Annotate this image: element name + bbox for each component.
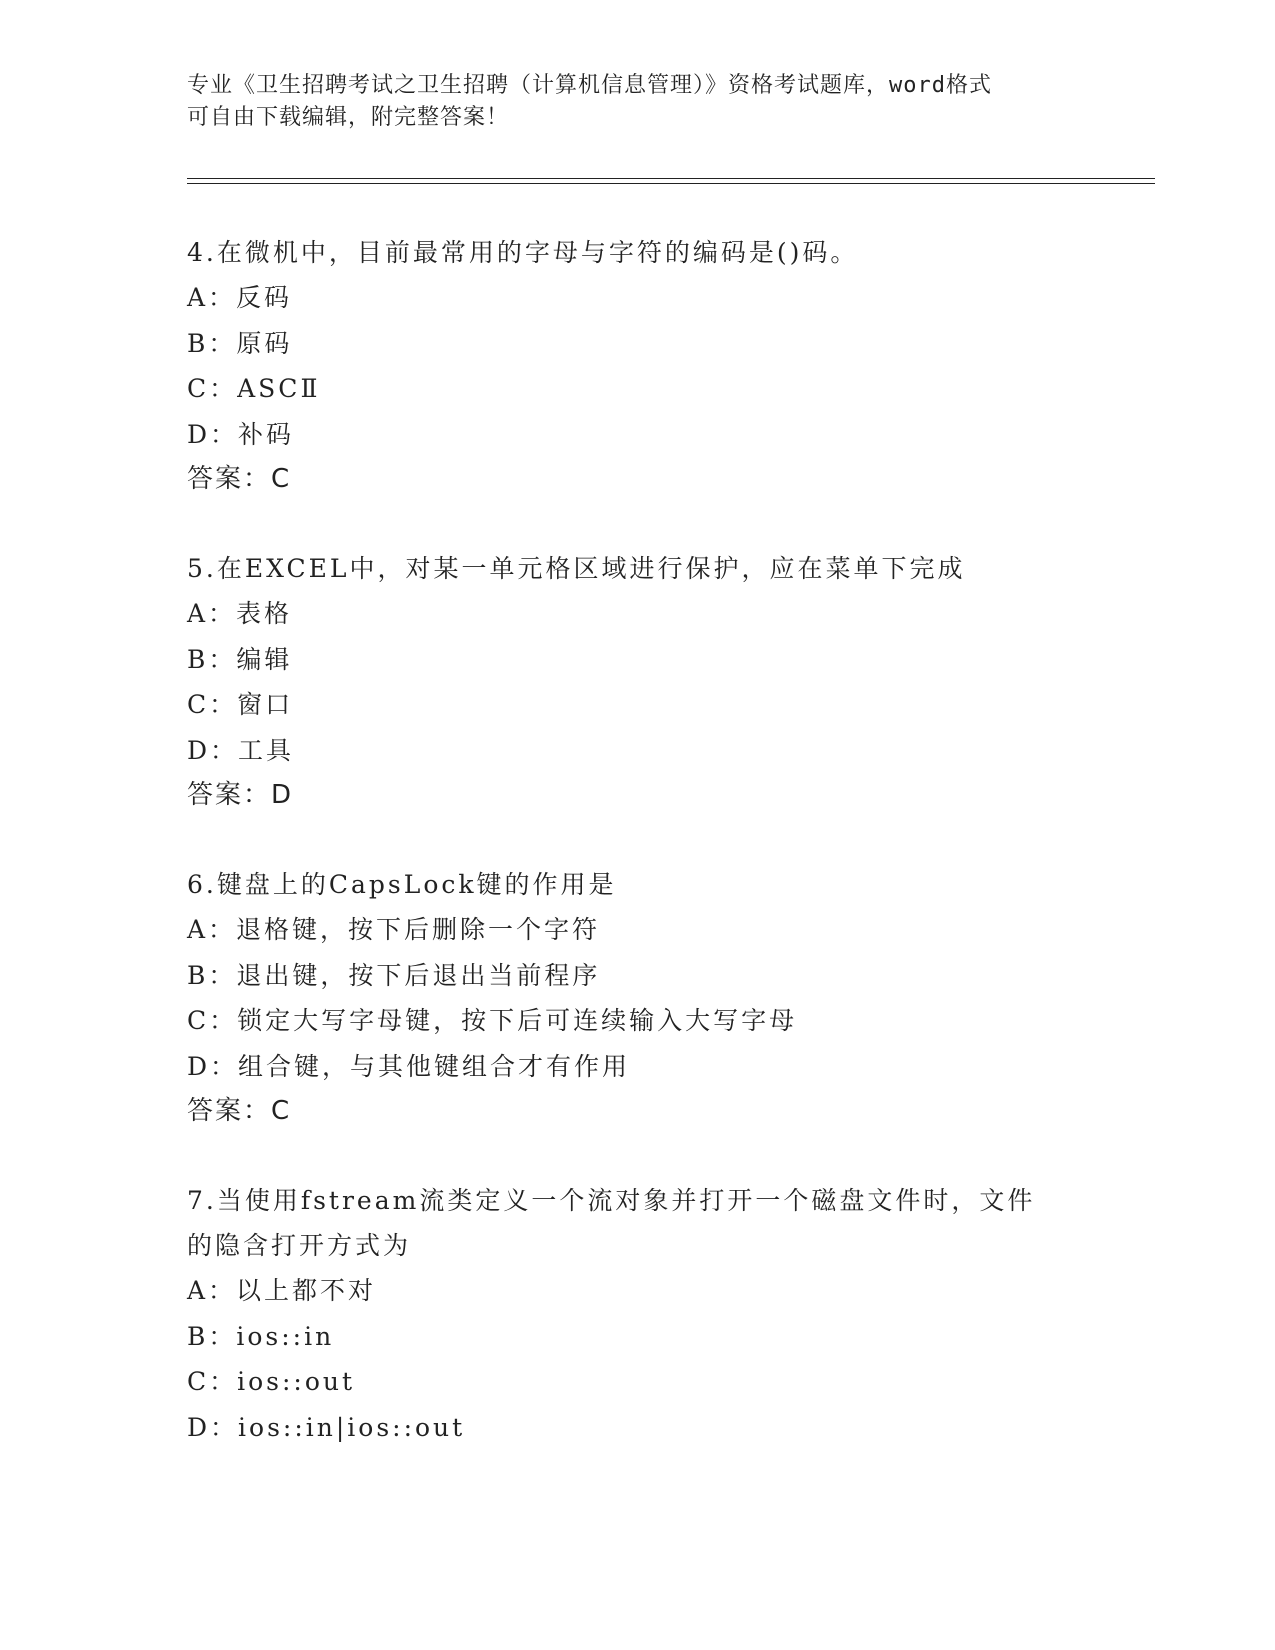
question-4 [187, 230, 1087, 502]
spacer [187, 818, 1087, 862]
document-header [187, 70, 1087, 134]
header-rule-top [187, 178, 1155, 179]
header-line-1: 专业《卫生招聘考试之卫生招聘（计算机信息管理）》资格考试题库，word格式 [187, 73, 992, 98]
header-rule-bottom [187, 183, 1155, 184]
option-d: D：组合键，与其他键组合才有作用 [187, 1051, 631, 1081]
question-stem: 6.键盘上的CapsLock键的作用是 [187, 870, 617, 899]
option-d: D：补码 [187, 419, 295, 449]
header-line-2: 可自由下载编辑，附完整答案！ [187, 105, 510, 130]
option-a: A：以上都不对 [187, 1276, 377, 1305]
answer: 答案：D [187, 780, 294, 810]
option-c: C：ASCⅡ [187, 374, 321, 403]
option-d: D：ios::in|ios::out [187, 1412, 466, 1442]
answer: 答案：C [187, 1096, 292, 1126]
option-c: C：锁定大写字母键，按下后可连续输入大写字母 [187, 1006, 798, 1035]
option-b: B：ios::in [187, 1321, 335, 1351]
question-stem: 5.在EXCEL中，对某一单元格区域进行保护，应在菜单下完成 [187, 554, 966, 583]
question-stem: 4.在微机中，目前最常用的字母与字符的编码是()码。 [187, 238, 859, 267]
option-d: D：工具 [187, 735, 295, 765]
spacer [187, 1134, 1087, 1178]
question-list [187, 230, 1087, 1450]
option-a: A：表格 [187, 599, 293, 628]
question-stem-line-2: 的隐含打开方式为 [187, 1231, 412, 1260]
question-5 [187, 546, 1087, 818]
question-stem-line-1: 7.当使用fstream流类定义一个流对象并打开一个磁盘文件时，文件 [187, 1186, 1036, 1215]
option-a: A：退格键，按下后删除一个字符 [187, 915, 601, 944]
answer: 答案：C [187, 464, 292, 494]
spacer [187, 502, 1087, 546]
option-b: B：退出键，按下后退出当前程序 [187, 960, 601, 990]
option-b: B：原码 [187, 328, 293, 358]
option-c: C：ios::out [187, 1367, 356, 1396]
option-c: C：窗口 [187, 690, 294, 719]
question-7 [187, 1178, 1087, 1450]
option-a: A：反码 [187, 283, 293, 312]
question-6 [187, 862, 1087, 1134]
option-b: B：编辑 [187, 644, 293, 674]
